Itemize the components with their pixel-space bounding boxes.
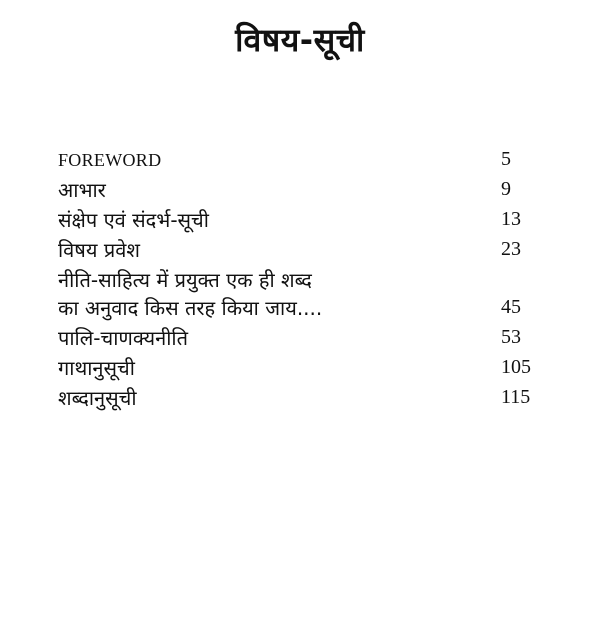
toc-entry-gathanusuchi[interactable] <box>58 354 543 384</box>
toc-entry-pali-chanakyaniti[interactable] <box>58 324 543 354</box>
toc-entry-niti-sahitya-continued[interactable] <box>58 294 543 324</box>
table-of-contents <box>58 146 543 414</box>
toc-entry-page: 53 <box>501 326 521 348</box>
toc-entry-page: 13 <box>501 208 521 230</box>
toc-entry-title: विषय प्रवेश <box>58 238 140 262</box>
toc-entry-aabhar[interactable] <box>58 176 543 206</box>
toc-entry-page: 105 <box>501 356 531 378</box>
toc-entry-title: गाथानुसूची <box>58 356 135 380</box>
toc-entry-title: आभार <box>58 178 106 202</box>
toc-entry-vishay-pravesh[interactable] <box>58 236 543 266</box>
page-title: विषय-सूची <box>235 21 365 59</box>
toc-entry-foreword[interactable] <box>58 146 543 176</box>
toc-entry-niti-sahitya[interactable] <box>58 266 543 294</box>
toc-entry-page: 45 <box>501 296 521 318</box>
toc-entry-title: संक्षेप एवं संदर्भ-सूची <box>58 208 209 232</box>
toc-entry-page: 9 <box>501 178 511 200</box>
toc-entry-title: FOREWORD <box>58 150 162 170</box>
toc-entry-title-line2: का अनुवाद किस तरह किया जाय.... <box>58 296 323 320</box>
toc-entry-page: 5 <box>501 148 511 170</box>
toc-entry-page: 115 <box>501 386 531 408</box>
toc-entry-shabdanusuchi[interactable] <box>58 384 543 414</box>
toc-entry-title: नीति-साहित्य में प्रयुक्त एक ही शब्द <box>58 268 312 292</box>
toc-entry-sankshep[interactable] <box>58 206 543 236</box>
toc-entry-title: शब्दानुसूची <box>58 386 137 410</box>
toc-entry-title: पालि-चाणक्यनीति <box>58 326 188 350</box>
toc-entry-page: 23 <box>501 238 521 260</box>
